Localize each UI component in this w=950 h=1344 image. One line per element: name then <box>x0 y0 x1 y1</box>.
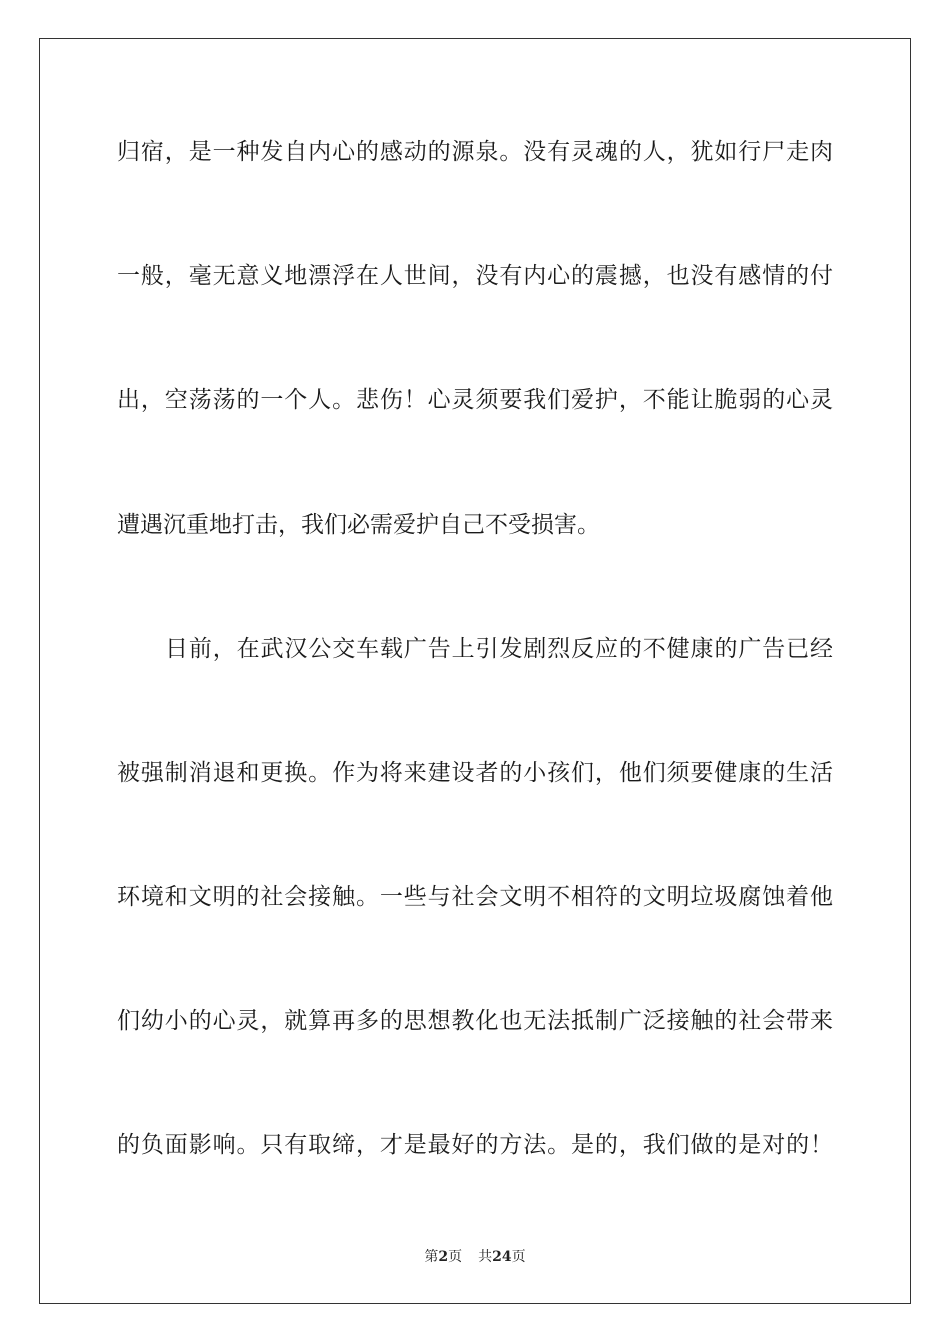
page-border <box>39 38 911 1304</box>
total-pages: 24 <box>492 1249 512 1265</box>
text-line: 一般，毫无意义地漂浮在人世间，没有内心的震撼，也没有感情的付 <box>117 263 833 289</box>
text-line: 出，空荡荡的一个人。悲伤！心灵须要我们爱护，不能让脆弱的心灵 <box>117 387 833 413</box>
text-line: 们幼小的心灵，就算再多的思想教化也无法抵制广泛接触的社会带来 <box>117 1008 833 1034</box>
text-line: 的负面影响。只有取缔，才是最好的方法。是的，我们做的是对的！ <box>117 1132 833 1158</box>
text-line: 归宿，是一种发自内心的感动的源泉。没有灵魂的人，犹如行尸走肉 <box>117 139 833 165</box>
page-number: 2 <box>438 1249 449 1265</box>
page-prefix: 第 <box>424 1249 439 1265</box>
total-prefix: 共 <box>478 1249 493 1265</box>
page-suffix: 页 <box>448 1249 463 1265</box>
text-line-indented: 日前，在武汉公交车载广告上引发剧烈反应的不健康的广告已经 <box>165 636 833 662</box>
total-suffix: 页 <box>511 1249 526 1265</box>
text-line: 遭遇沉重地打击，我们必需爱护自己不受损害。 <box>117 512 600 538</box>
text-line: 被强制消退和更换。作为将来建设者的小孩们，他们须要健康的生活 <box>117 760 833 786</box>
text-line: 环境和文明的社会接触。一些与社会文明不相符的文明垃圾腐蚀着他 <box>117 884 833 910</box>
page-footer <box>0 1248 950 1266</box>
